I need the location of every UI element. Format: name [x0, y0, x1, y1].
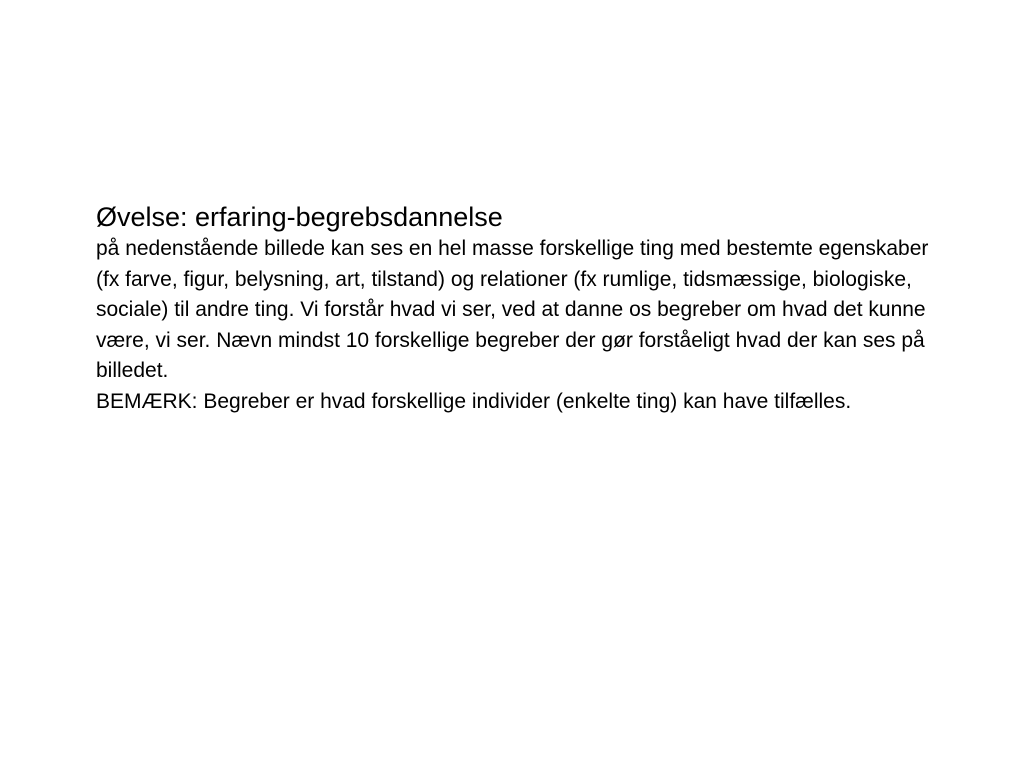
text-block: [96, 200, 946, 417]
note-text: BEMÆRK: Begreber er hvad forskellige individer (enkelte ting) kan have tilfælles.: [96, 389, 852, 413]
slide-title: Øvelse: erfaring-begrebsdannelse: [96, 202, 503, 232]
exercise-instructions: på nedenstående billede kan ses en hel masse forskellige ting med bestemte egenskaber (fx farve, figur, belysning, art, tilstand) og relationer (fx rumlige, tidsmæssige, biologiske, sociale) til andre ting. Vi forstår hvad vi ser, ved at danne os begreber om hvad det kunne være, vi ser. Nævn mindst 10 forskellige begreber der gør forståeligt hvad der kan ses på billedet.: [96, 237, 929, 382]
